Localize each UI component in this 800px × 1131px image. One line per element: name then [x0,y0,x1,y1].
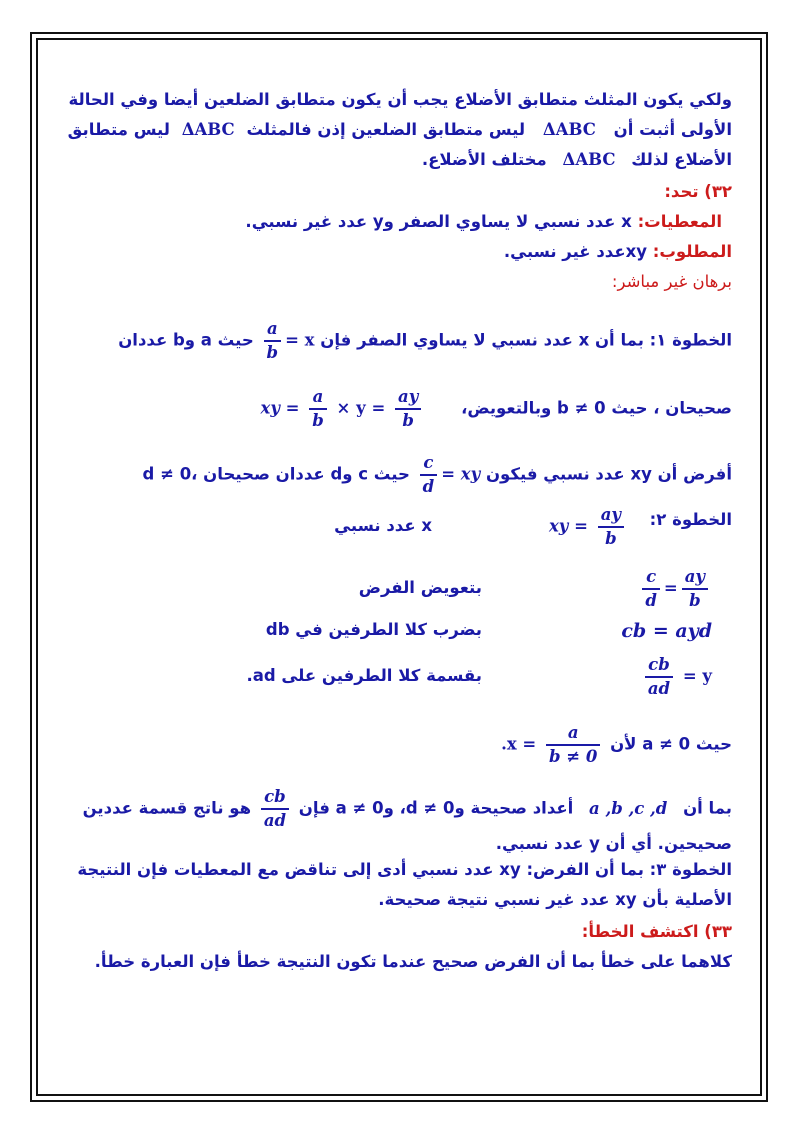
frac7-den: b [689,591,701,610]
eq-sign-3: = [663,578,678,598]
frac3-num: ay [395,386,421,410]
step1-eq-x [260,318,315,364]
step1-text-f: حيث c وd عددان صحيحان ،0 ≠ d [142,464,410,484]
frac4-den: d [422,477,435,496]
reason-substitute: بتعويض الفرض [358,578,482,597]
eq-cb-ayd: cb = ayd [621,620,712,642]
eq-cbad-y [641,654,712,700]
frac3-den: b [402,411,414,430]
step3-line2: الأصلية بأن xy عدد غير نسبي نتيجة صحيحة. [378,890,732,909]
since-text-c: أعداد صحيحة و0 ≠ d، و0 ≠ a فإن [298,798,574,818]
para1-text-b: ليس متطابق الضلعين إذن فالمثلث [246,120,526,139]
q33-text: كلاهما على خطأ بما أن الفرض صحيح عندما تكون النتيجة خطأ فإن العبارة خطأ. [94,952,732,971]
proof-label: برهان غير مباشر: [611,272,732,291]
since-text-d: هو ناتج قسمة عددين [82,798,252,818]
step1-line1 [118,318,732,364]
frac5-num: ay [598,504,624,528]
para1-text-c: ليس متطابق [67,120,170,139]
required-text: xyعدد غير نسبي. [503,242,647,261]
step2-label: الخطوة ٢: [649,510,732,529]
frac4-num: c [420,452,438,476]
x-eq-label: .x = [501,734,537,754]
step3-line1: الخطوة ٣: بما أن الفرض: xy عدد نسبي أدى إلى تناقض مع المعطيات فإن النتيجة [77,860,732,879]
since-text-a: بما أن [683,798,732,818]
q32-required [504,238,732,266]
para1-text-d: الأضلاع لذلك [631,150,732,169]
step1-eq-xy [261,386,426,432]
frac6-den: d [645,591,657,610]
since-vars: a ,b ,c ,d [589,798,668,818]
eq-cd-ayb [638,566,712,612]
frac10-num: cb [261,786,289,810]
frac6-num: c [642,566,660,590]
step1-text-e: أفرض أن xy عدد نسبي فيكون [485,464,732,484]
step1-text-d: صحيحان ، حيث 0 ≠ b وبالتعويض، [461,398,732,418]
since-line1 [83,786,732,832]
triangle-abc-3: ΔABC [562,150,616,169]
frac-b-den: b [266,343,279,362]
frac-a-num: a [264,318,282,342]
eq-y: = y [682,666,712,686]
step1-line3 [143,452,732,498]
since-line2: صحيحين. أي أن y عدد نسبي. [495,834,732,853]
q33-heading: ٣٣) اكتشف الخطأ: [581,922,732,941]
step1-text-c: حيث a وb عددان [118,330,254,350]
para1-text-e: مختلف الأضلاع. [421,150,547,169]
step1-text-a: الخطوة ١: بما أن x عدد نسبي لا يساوي الصفر فإن [320,330,732,350]
givens-text: x عدد نسبي لا يساوي الصفر وy عدد غير نسبي. [245,212,632,231]
eq-sign-2: = [574,516,588,536]
where-text: حيث a ≠ 0 لأن [610,734,732,754]
frac7-num: ay [682,566,708,590]
q32-heading: ٣٢) تحد: [664,182,732,201]
para1-line1: ولكي يكون المثلث متطابق الأضلاع يجب أن يكون متطابق الضلعين أيضا وفي الحالة [68,90,732,109]
frac8-den: ad [647,679,671,698]
triangle-abc-2: ΔABC [181,120,235,139]
frac8-num: cb [645,654,673,678]
frac9-den: b ≠ 0 [549,747,598,766]
where-line [501,722,732,768]
frac2-den: b [312,411,324,430]
x-eq [501,722,604,768]
eq-xy-left: xy = [260,398,300,418]
eq-sign-1: = [441,464,456,484]
para1-line2 [68,116,732,144]
q32-givens [245,208,722,236]
step1-eq-cd [416,452,481,498]
eq-x: = x [285,330,315,350]
required-label: المطلوب: [652,242,732,261]
para1-line3 [422,146,732,174]
givens-label: المعطيات: [637,212,722,231]
step2-eq [549,504,628,550]
frac5-den: b [605,529,617,548]
xy-1: xy [460,464,481,484]
frac10-den: ad [263,811,287,830]
step2-note: x عدد نسبي [334,516,432,535]
para1-text-a: الأولى أثبت أن [613,120,732,139]
reason-divide: بقسمة كلا الطرفين على ad. [246,666,482,685]
frac9-num: a [546,722,600,746]
triangle-abc-1: ΔABC [542,120,596,139]
xy-2: xy [548,516,569,536]
step1-line2 [261,386,733,432]
times-y: × y = [336,398,386,418]
frac2-num: a [309,386,327,410]
reason-multiply: بضرب كلا الطرفين في db [265,620,482,639]
